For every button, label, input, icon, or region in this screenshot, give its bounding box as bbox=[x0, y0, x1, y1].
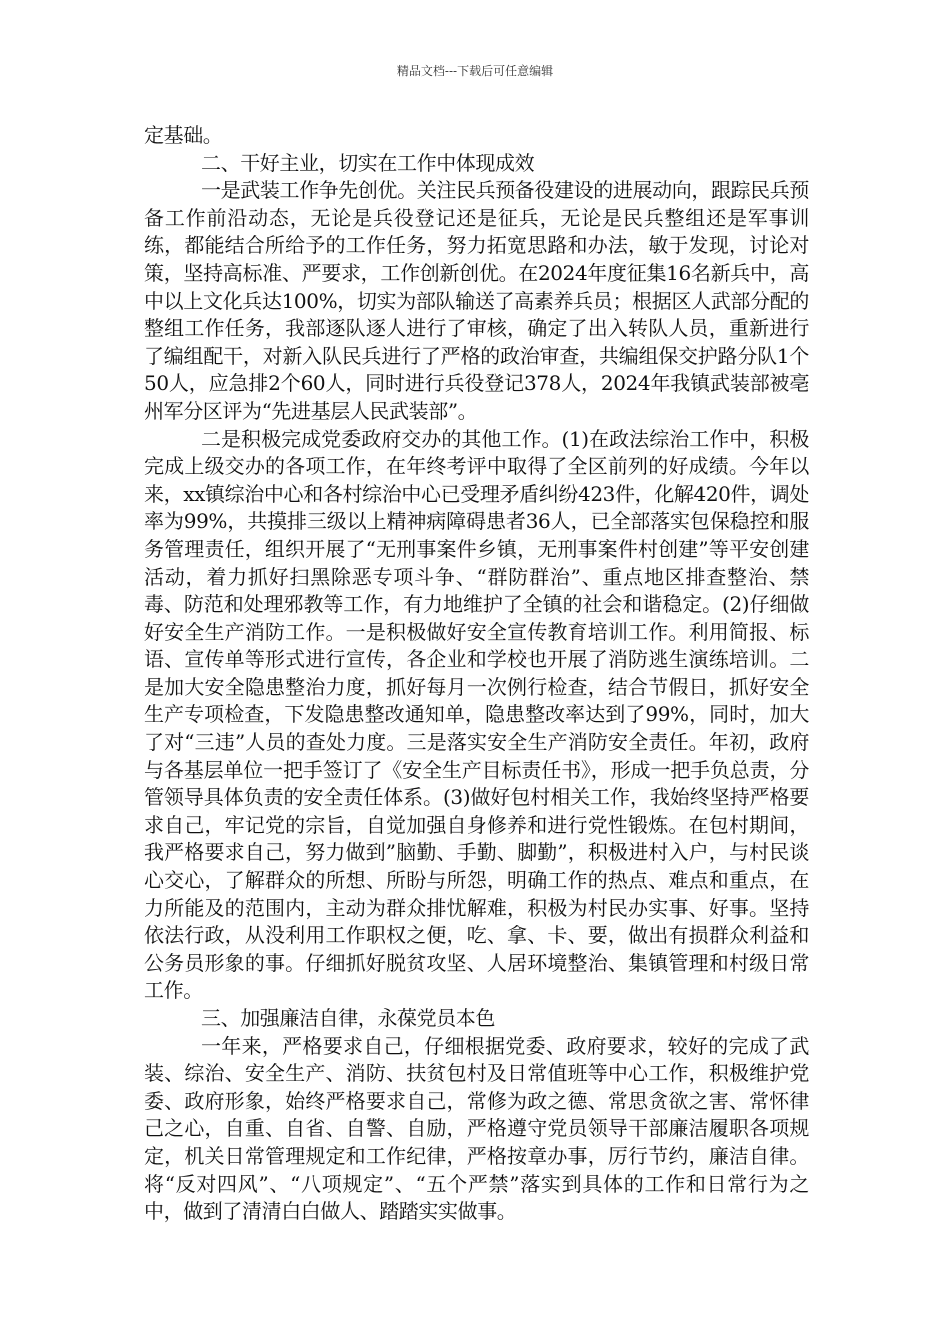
paragraph-armed-forces-work: 一是武装工作争先创优。关注民兵预备役建设的进展动向，跟踪民兵预备工作前沿动态，无论是兵役登记还是征兵，无论是民兵整组还是军事训练，都能结合所给予的工作任务，努力拓宽思路和办法，敏于发现，讨论对策，坚持高标准、严要求，工作创新创优。在2024年度征集16名新兵中，高中以上文化兵达100%，切实为部队输送了高素养兵员；根据区人武部分配的整组工作任务，我部逐队逐人进行了审核，确定了出入转队人员，重新进行了编组配干，对新入队民兵进行了严格的政治审查，共编组保交护路分队1个50人，应急排2个60人，同时进行兵役登记378人，2024年我镇武装部被亳州军分区评为“先进基层人民武装部”。 bbox=[144, 178, 809, 423]
section-heading-3: 三、加强廉洁自律，永葆党员本色 bbox=[201, 1006, 495, 1030]
page-header: 精品文档---下载后可任意编辑 bbox=[396, 64, 554, 78]
document-body bbox=[144, 122, 809, 1226]
paragraph-other-assigned-work: 二是积极完成党委政府交办的其他工作。(1)在政法综治工作中，积极完成上级交办的各项工作，在年终考评中取得了全区前列的好成绩。今年以来，xx镇综治中心和各村综治中心已受理矛盾纠纷423件，化解420件，调处率为99%，共摸排三级以上精神病障碍患者36人，已全部落实包保稳控和服务管理责任，组织开展了“无刑事案件乡镇，无刑事案件村创建”等平安创建活动，着力抓好扫黑除恶专项斗争、“群防群治”、重点地区排查整治、禁毒、防范和处理邪教等工作，有力地维护了全镇的社会和谐稳定。(2)仔细做好安全生产消防工作。一是积极做好安全宣传教育培训工作。利用简报、标语、宣传单等形式进行宣传，各企业和学校也开展了消防逃生演练培训。二是加大安全隐患整治力度，抓好每月一次例行检查，结合节假日，抓好安全生产专项检查，下发隐患整改通知单，隐患整改率达到了99%，同时，加大了对“三违”人员的查处力度。三是落实安全生产消防安全责任。年初，政府与各基层单位一把手签订了《安全生产目标责任书》，形成一把手负总责，分管领导具体负责的安全责任体系。(3)做好包村相关工作，我始终坚持严格要求自己，牢记党的宗旨，自觉加强自身修养和进行党性锻炼。在包村期间，我严格要求自己，努力做到”脑勤、手勤、脚勤”，积极进村入户，与村民谈心交心，了解群众的所想、所盼与所怨，明确工作的热点、难点和重点，在力所能及的范围内，主动为群众排忧解难，积极为村民办实事、好事。坚持依法行政，从没利用工作职权之便，吃、拿、卡、要，做出有损群众利益和公务员形象的事。仔细抓好脱贫攻坚、人居环境整治、集镇管理和村级日常工作。 bbox=[144, 426, 809, 1003]
paragraph-continuation: 定基础。 bbox=[144, 123, 223, 147]
paragraph-integrity-self-discipline: 一年来，严格要求自己，仔细根据党委、政府要求，较好的完成了武装、综治、安全生产、消防、扶贫包村及日常值班等中心工作，积极维护党委、政府形象，始终严格要求自己，常修为政之德、常思贪欲之害、常怀律己之心，自重、自省、自警、自励，严格遵守党员领导干部廉洁履职各项规定，机关日常管理规定和工作纪律，严格按章办事，厉行节约，廉洁自律。将“反对四风”、“八项规定”、“五个严禁”落实到具体的工作和日常行为之中，做到了清清白白做人、踏踏实实做事。 bbox=[144, 1033, 809, 1224]
section-heading-2: 二、干好主业，切实在工作中体现成效 bbox=[201, 150, 535, 175]
